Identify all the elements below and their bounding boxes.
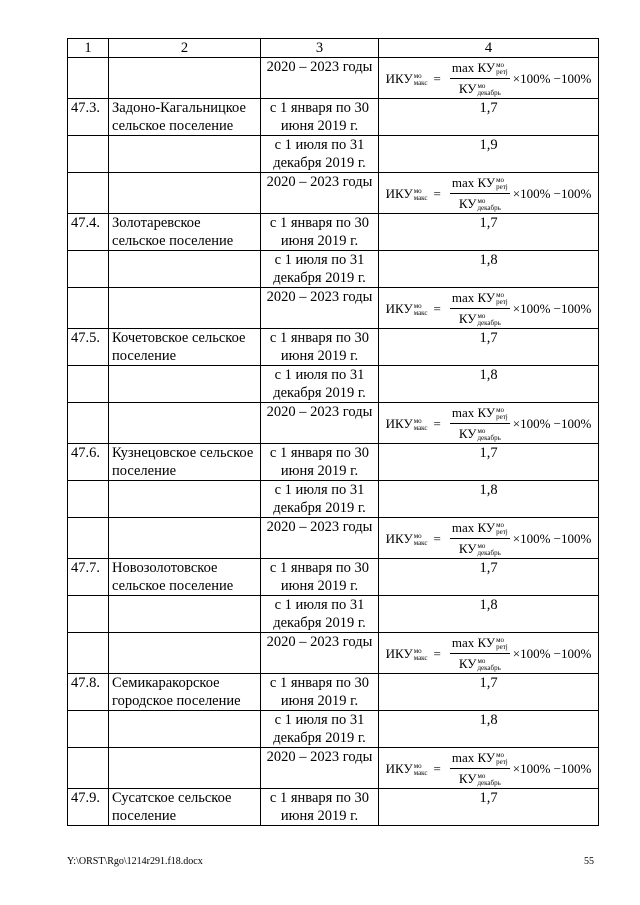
- index-value: [379, 748, 599, 789]
- formula-fraction: [450, 404, 510, 443]
- formula-num-sub: ретj: [496, 298, 508, 307]
- formula-num-text: max КУ: [451, 750, 496, 765]
- table-row: [68, 251, 599, 288]
- row-number: [68, 366, 109, 403]
- formula-den-text: КУ: [458, 311, 477, 326]
- formula-den-indices: [477, 198, 500, 212]
- formula-lhs-sup: мо: [413, 646, 422, 655]
- formula-lhs-indices: [414, 188, 428, 202]
- row-number: 47.4.: [68, 214, 109, 251]
- row-number: [68, 403, 109, 444]
- formula-lhs: [386, 530, 428, 548]
- formula-tail: ×100% −100%: [512, 645, 592, 661]
- formula-num-text: max КУ: [451, 520, 496, 535]
- formula-den-sub: декабрь: [477, 664, 501, 673]
- header-col-2: 2: [109, 39, 261, 58]
- settlement-name: Семикаракорское городское поселение: [109, 674, 261, 711]
- row-number: [68, 748, 109, 789]
- formula-lhs-sup: мо: [413, 186, 422, 195]
- formula-num-sub: ретj: [496, 413, 508, 422]
- ratio-formula: [386, 174, 592, 213]
- settlement-name: Кочетовское сельское поселение: [109, 329, 261, 366]
- settlement-name: Сусатское сельское поселение: [109, 789, 261, 826]
- period: 2020 – 2023 годы: [261, 403, 379, 444]
- formula-numerator: [450, 749, 510, 769]
- formula-equals: =: [433, 70, 441, 86]
- settlement-name: [109, 711, 261, 748]
- settlement-name: Золотаревское сельское поселение: [109, 214, 261, 251]
- formula-num-indices: [496, 522, 508, 536]
- row-number: 47.5.: [68, 329, 109, 366]
- formula-tail: ×100% −100%: [512, 185, 592, 201]
- formula-lhs-sub: макс: [413, 308, 428, 317]
- formula-lhs-text: ИКУ: [385, 300, 413, 316]
- settlement-name: [109, 481, 261, 518]
- formula-lhs: [386, 300, 428, 318]
- table-row: [68, 518, 599, 559]
- table-header-row: [68, 39, 599, 58]
- formula-den-sub: декабрь: [477, 779, 501, 788]
- index-value: 1,8: [379, 711, 599, 748]
- formula-den-indices: [477, 83, 500, 97]
- formula-lhs-sub: макс: [413, 423, 428, 432]
- table-row: [68, 633, 599, 674]
- formula-tail: ×100% −100%: [512, 530, 592, 546]
- table-row: [68, 559, 599, 596]
- ratio-formula: [386, 749, 592, 788]
- formula-numerator: [450, 634, 510, 654]
- formula-lhs: [386, 645, 428, 663]
- formula-den-indices: [477, 543, 500, 557]
- table-row: [68, 789, 599, 826]
- row-number: [68, 136, 109, 173]
- table-row: [68, 711, 599, 748]
- index-value: 1,7: [379, 214, 599, 251]
- formula-lhs-indices: [414, 73, 428, 87]
- index-value: [379, 288, 599, 329]
- period: с 1 июля по 31 декабря 2019 г.: [261, 596, 379, 633]
- ratio-formula: [386, 404, 592, 443]
- formula-den-text: КУ: [458, 81, 477, 96]
- formula-den-sub: декабрь: [477, 204, 501, 213]
- settlement-name: [109, 58, 261, 99]
- settlement-name: [109, 288, 261, 329]
- tariff-table: [67, 38, 599, 826]
- settlement-name: [109, 748, 261, 789]
- row-number: [68, 288, 109, 329]
- formula-den-sup: мо: [477, 312, 486, 321]
- formula-den-sup: мо: [477, 542, 486, 551]
- formula-num-sup: мо: [496, 291, 505, 300]
- settlement-name: [109, 366, 261, 403]
- formula-den-sub: декабрь: [477, 319, 501, 328]
- formula-num-text: max КУ: [451, 175, 496, 190]
- formula-den-sup: мо: [477, 197, 486, 206]
- index-value: 1,8: [379, 596, 599, 633]
- row-number: 47.8.: [68, 674, 109, 711]
- period: 2020 – 2023 годы: [261, 633, 379, 674]
- formula-den-text: КУ: [458, 196, 477, 211]
- table-row: [68, 748, 599, 789]
- index-value: 1,7: [379, 329, 599, 366]
- formula-den-indices: [477, 313, 500, 327]
- formula-equals: =: [433, 415, 441, 431]
- formula-den-text: КУ: [458, 656, 477, 671]
- period: 2020 – 2023 годы: [261, 518, 379, 559]
- formula-lhs-sup: мо: [413, 301, 422, 310]
- period: с 1 января по 30 июня 2019 г.: [261, 559, 379, 596]
- settlement-name: [109, 136, 261, 173]
- formula-denominator: [457, 309, 503, 328]
- row-number: [68, 173, 109, 214]
- formula-denominator: [457, 424, 503, 443]
- formula-num-text: max КУ: [451, 635, 496, 650]
- formula-lhs-text: ИКУ: [385, 70, 413, 86]
- formula-lhs-text: ИКУ: [385, 760, 413, 776]
- table-row: [68, 444, 599, 481]
- row-number: [68, 481, 109, 518]
- formula-num-sub: ретj: [496, 68, 508, 77]
- index-value: 1,7: [379, 674, 599, 711]
- index-value: [379, 58, 599, 99]
- formula-fraction: [450, 634, 510, 673]
- formula-lhs-sub: макс: [413, 653, 428, 662]
- index-value: [379, 173, 599, 214]
- period: с 1 января по 30 июня 2019 г.: [261, 674, 379, 711]
- period: с 1 января по 30 июня 2019 г.: [261, 789, 379, 826]
- formula-lhs-text: ИКУ: [385, 415, 413, 431]
- formula-lhs: [386, 70, 428, 88]
- formula-denominator: [457, 654, 503, 673]
- formula-lhs-text: ИКУ: [385, 185, 413, 201]
- table-row: [68, 329, 599, 366]
- settlement-name: [109, 251, 261, 288]
- ratio-formula: [386, 634, 592, 673]
- row-number: [68, 633, 109, 674]
- formula-numerator: [450, 519, 510, 539]
- formula-denominator: [457, 194, 503, 213]
- period: 2020 – 2023 годы: [261, 748, 379, 789]
- formula-numerator: [450, 174, 510, 194]
- settlement-name: [109, 633, 261, 674]
- period: 2020 – 2023 годы: [261, 173, 379, 214]
- formula-den-indices: [477, 773, 500, 787]
- period: с 1 июля по 31 декабря 2019 г.: [261, 711, 379, 748]
- formula-lhs-sup: мо: [413, 416, 422, 425]
- formula-lhs-text: ИКУ: [385, 645, 413, 661]
- formula-equals: =: [433, 645, 441, 661]
- formula-den-sup: мо: [477, 772, 486, 781]
- formula-num-indices: [496, 407, 508, 421]
- index-value: 1,7: [379, 444, 599, 481]
- formula-lhs-sub: макс: [413, 78, 428, 87]
- formula-numerator: [450, 59, 510, 79]
- formula-lhs-text: ИКУ: [385, 530, 413, 546]
- formula-num-indices: [496, 752, 508, 766]
- header-col-1: 1: [68, 39, 109, 58]
- formula-lhs-sup: мо: [413, 761, 422, 770]
- row-number: [68, 518, 109, 559]
- settlement-name: Новозолотовское сельское поселение: [109, 559, 261, 596]
- formula-lhs-sup: мо: [413, 531, 422, 540]
- period: с 1 января по 30 июня 2019 г.: [261, 329, 379, 366]
- formula-equals: =: [433, 760, 441, 776]
- formula-den-sup: мо: [477, 657, 486, 666]
- table-row: [68, 674, 599, 711]
- formula-fraction: [450, 174, 510, 213]
- period: с 1 января по 30 июня 2019 г.: [261, 99, 379, 136]
- formula-den-sub: декабрь: [477, 549, 501, 558]
- formula-lhs-indices: [414, 648, 428, 662]
- formula-num-sub: ретj: [496, 758, 508, 767]
- ratio-formula: [386, 59, 592, 98]
- formula-den-sub: декабрь: [477, 89, 501, 98]
- formula-den-indices: [477, 428, 500, 442]
- header-col-4: 4: [379, 39, 599, 58]
- formula-lhs: [386, 760, 428, 778]
- formula-fraction: [450, 59, 510, 98]
- formula-num-indices: [496, 292, 508, 306]
- formula-tail: ×100% −100%: [512, 300, 592, 316]
- index-value: 1,7: [379, 789, 599, 826]
- formula-tail: ×100% −100%: [512, 415, 592, 431]
- settlement-name: [109, 403, 261, 444]
- table-row: [68, 481, 599, 518]
- formula-lhs-indices: [414, 418, 428, 432]
- formula-den-text: КУ: [458, 541, 477, 556]
- settlement-name: [109, 518, 261, 559]
- row-number: [68, 58, 109, 99]
- table-row: [68, 288, 599, 329]
- period: с 1 января по 30 июня 2019 г.: [261, 214, 379, 251]
- formula-num-sub: ретj: [496, 528, 508, 537]
- formula-num-sup: мо: [496, 751, 505, 760]
- index-value: [379, 633, 599, 674]
- index-value: [379, 518, 599, 559]
- formula-denominator: [457, 79, 503, 98]
- footer-page-number: 55: [584, 856, 594, 867]
- row-number: 47.9.: [68, 789, 109, 826]
- formula-denominator: [457, 769, 503, 788]
- formula-denominator: [457, 539, 503, 558]
- period: с 1 июля по 31 декабря 2019 г.: [261, 251, 379, 288]
- period: с 1 июля по 31 декабря 2019 г.: [261, 136, 379, 173]
- index-value: 1,7: [379, 99, 599, 136]
- index-value: 1,8: [379, 251, 599, 288]
- formula-num-sup: мо: [496, 61, 505, 70]
- formula-num-text: max КУ: [451, 60, 496, 75]
- formula-num-sup: мо: [496, 406, 505, 415]
- formula-fraction: [450, 749, 510, 788]
- period: с 1 июля по 31 декабря 2019 г.: [261, 366, 379, 403]
- index-value: 1,9: [379, 136, 599, 173]
- index-value: 1,8: [379, 366, 599, 403]
- formula-lhs-sub: макс: [413, 538, 428, 547]
- table-row: [68, 99, 599, 136]
- settlement-name: [109, 173, 261, 214]
- formula-den-text: КУ: [458, 771, 477, 786]
- formula-lhs-sub: макс: [413, 768, 428, 777]
- index-value: [379, 403, 599, 444]
- period: с 1 июля по 31 декабря 2019 г.: [261, 481, 379, 518]
- index-value: 1,8: [379, 481, 599, 518]
- footer-file-path: Y:\ORST\Rgo\1214r291.f18.docx: [67, 856, 203, 867]
- ratio-formula: [386, 289, 592, 328]
- table-row: [68, 58, 599, 99]
- formula-num-text: max КУ: [451, 405, 496, 420]
- formula-lhs-indices: [414, 303, 428, 317]
- ratio-formula: [386, 519, 592, 558]
- formula-den-sub: декабрь: [477, 434, 501, 443]
- formula-num-indices: [496, 62, 508, 76]
- header-col-3: 3: [261, 39, 379, 58]
- formula-den-sup: мо: [477, 427, 486, 436]
- table-row: [68, 403, 599, 444]
- table-row: [68, 214, 599, 251]
- table-row: [68, 136, 599, 173]
- formula-num-indices: [496, 177, 508, 191]
- settlement-name: Задоно-Кагальницкое сельское поселение: [109, 99, 261, 136]
- formula-lhs-sub: макс: [413, 193, 428, 202]
- formula-equals: =: [433, 530, 441, 546]
- formula-tail: ×100% −100%: [512, 70, 592, 86]
- period: с 1 января по 30 июня 2019 г.: [261, 444, 379, 481]
- formula-lhs-sup: мо: [413, 71, 422, 80]
- settlement-name: [109, 596, 261, 633]
- period: 2020 – 2023 годы: [261, 58, 379, 99]
- formula-num-sup: мо: [496, 521, 505, 530]
- row-number: [68, 596, 109, 633]
- formula-lhs: [386, 185, 428, 203]
- formula-lhs-indices: [414, 533, 428, 547]
- table-row: [68, 596, 599, 633]
- row-number: 47.6.: [68, 444, 109, 481]
- row-number: [68, 251, 109, 288]
- formula-den-sup: мо: [477, 82, 486, 91]
- index-value: 1,7: [379, 559, 599, 596]
- period: 2020 – 2023 годы: [261, 288, 379, 329]
- formula-den-indices: [477, 658, 500, 672]
- settlement-name: Кузнецовское сельское поселение: [109, 444, 261, 481]
- table-row: [68, 173, 599, 214]
- formula-fraction: [450, 289, 510, 328]
- formula-equals: =: [433, 300, 441, 316]
- formula-numerator: [450, 404, 510, 424]
- row-number: [68, 711, 109, 748]
- formula-num-sup: мо: [496, 176, 505, 185]
- formula-tail: ×100% −100%: [512, 760, 592, 776]
- row-number: 47.7.: [68, 559, 109, 596]
- formula-den-text: КУ: [458, 426, 477, 441]
- row-number: 47.3.: [68, 99, 109, 136]
- formula-num-text: max КУ: [451, 290, 496, 305]
- formula-lhs-indices: [414, 763, 428, 777]
- formula-num-sub: ретj: [496, 183, 508, 192]
- formula-num-indices: [496, 637, 508, 651]
- formula-num-sup: мо: [496, 636, 505, 645]
- formula-numerator: [450, 289, 510, 309]
- formula-fraction: [450, 519, 510, 558]
- formula-num-sub: ретj: [496, 643, 508, 652]
- formula-equals: =: [433, 185, 441, 201]
- formula-lhs: [386, 415, 428, 433]
- table-row: [68, 366, 599, 403]
